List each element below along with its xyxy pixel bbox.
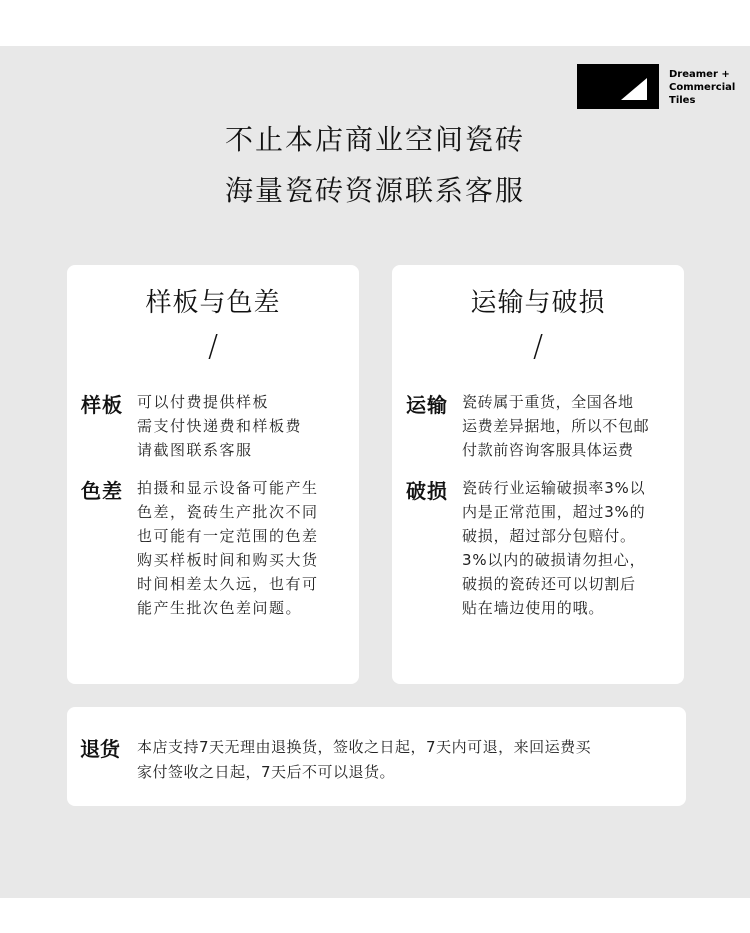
text-line: 贴在墙边使用的哦。 [462,599,605,617]
returns-label: 退货 [80,737,120,761]
text-line: 请截图联系客服 [137,441,253,459]
card-title: 运输与破损 [470,288,606,318]
brand-line-3: Tiles [669,95,696,106]
text-line: 购买样板时间和购买大货 [137,551,319,569]
text-line: 破损的瓷砖还可以切割后 [462,575,636,593]
headline-line-2: 海量瓷砖资源联系客服 [224,174,525,207]
text-line: 能产生批次色差问题。 [137,599,303,617]
text-line: 本店支持7天无理由退换货，签收之日起，7天内可退，来回运费买 [137,738,592,756]
card-title: 样板与色差 [145,288,281,318]
text-line: 付款前咨询客服具体运费 [462,441,634,459]
section-body [137,476,319,620]
card-divider-slash: / [207,329,219,364]
section-label: 破损 [406,479,448,503]
section-label: 色差 [81,479,123,503]
returns-card [67,707,686,806]
text-line: 瓷砖行业运输破损率3%以 [462,479,646,497]
text-line: 破损，超过部分包赔付。 [462,527,636,545]
brand-line-2: Commercial [669,82,736,93]
samples-color-card [67,265,359,684]
text-line: 家付签收之日起，7天后不可以退货。 [137,763,396,781]
brand-logo [577,64,659,109]
section-body [462,390,649,462]
headline-line-1: 不止本店商业空间瓷砖 [224,123,525,156]
text-line: 时间相差太久远，也有可 [137,575,319,593]
text-line: 拍摄和显示设备可能产生 [137,479,319,497]
brand-name [669,68,747,107]
section-body [137,390,302,462]
text-line: 色差，瓷砖生产批次不同 [137,503,319,521]
returns-body [137,735,591,785]
brand-line-1: Dreamer + [669,69,730,80]
section-body [462,476,645,620]
text-line: 内是正常范围，超过3%的 [462,503,646,521]
card-divider-slash: / [532,329,544,364]
shipping-damage-card [392,265,684,684]
text-line: 可以付费提供样板 [137,393,270,411]
text-line: 3%以内的破损请勿担心， [462,551,646,569]
text-line: 运费差异据地，所以不包邮 [462,417,650,435]
text-line: 瓷砖属于重货，全国各地 [462,393,634,411]
text-line: 需支付快递费和样板费 [137,417,303,435]
section-label: 运输 [406,393,448,417]
section-label: 样板 [81,393,123,417]
text-line: 也可能有一定范围的色差 [137,527,319,545]
